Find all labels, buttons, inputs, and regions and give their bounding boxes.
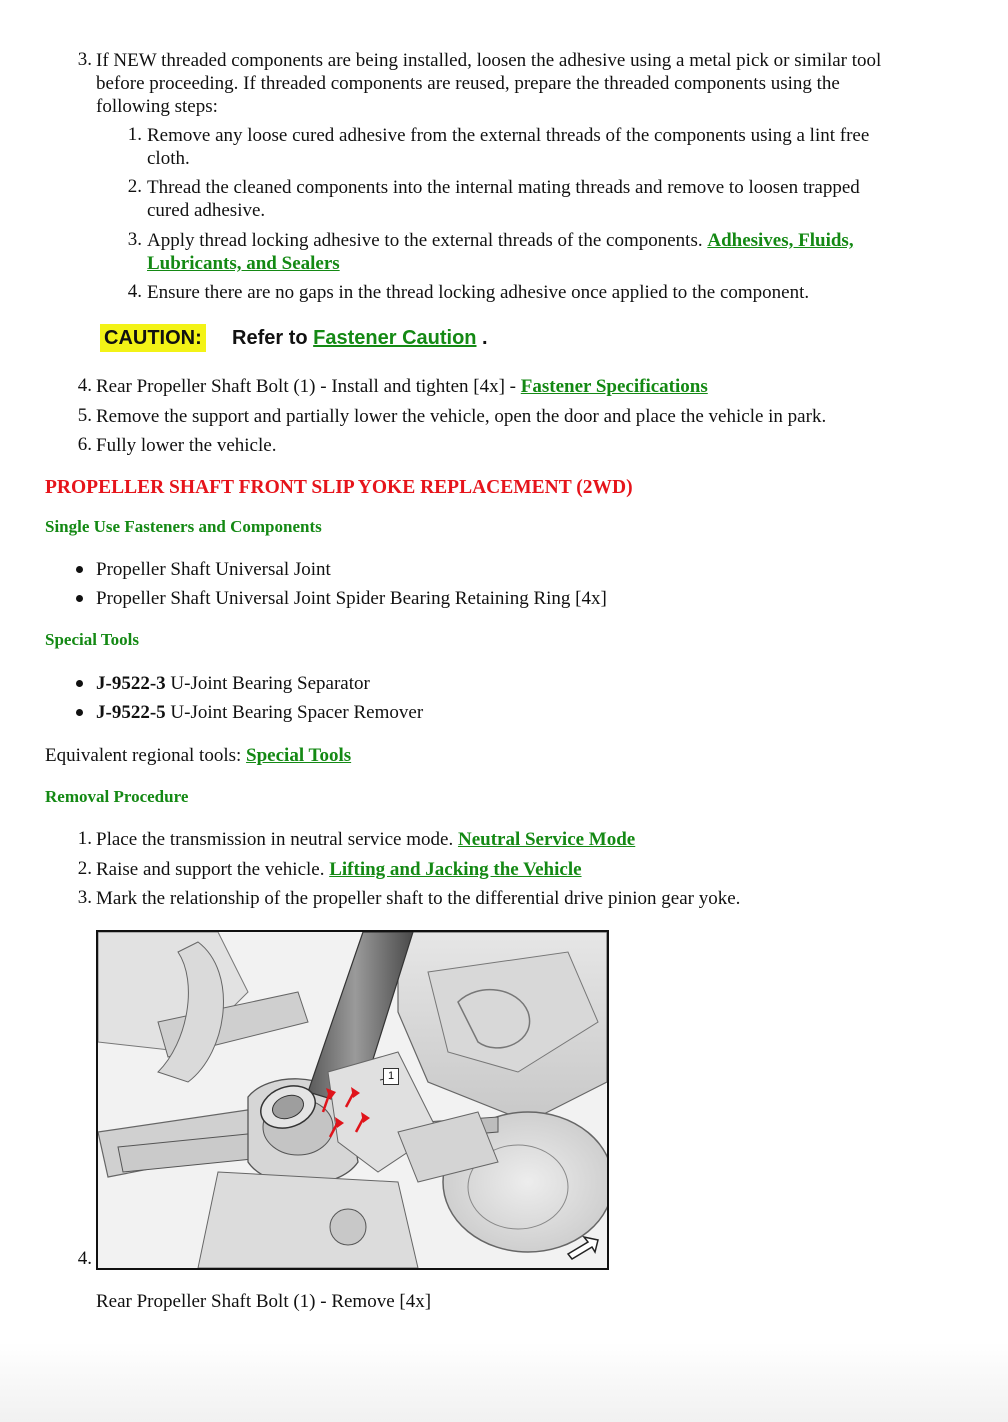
substep-text: Apply thread locking adhesive to the external threads of the components. [147,230,703,251]
substep-number: 4. [127,281,142,302]
step-number: 3. [77,49,92,70]
figure-caption: Rear Propeller Shaft Bolt (1) - Remove [4x] [96,1291,432,1312]
fastener-specifications-link[interactable]: Fastener Specifications [520,376,708,397]
step-text: before proceeding. If threaded components are reused, prepare the threaded components using the [96,73,840,94]
tool-code: J-9522-3 [96,673,166,694]
bullet-icon [74,672,86,684]
step-text: Fully lower the vehicle. [96,435,277,456]
removal-procedure-heading: Removal Procedure [45,787,189,806]
lubricants-sealers-link[interactable]: Lubricants, and Sealers [147,253,340,274]
substep-text: Remove any loose cured adhesive from the external threads of the components using a lint free [147,125,870,146]
step-text: Place the transmission in neutral service mode. [96,829,454,850]
step-number: 4. [77,1248,92,1269]
step-text-row [96,858,582,881]
substep-text: Thread the cleaned components into the internal mating threads and remove to loosen trapped [147,177,860,198]
special-tools-heading: Special Tools [45,630,140,649]
tool-code: J-9522-5 [96,702,166,723]
step-text-row [96,828,635,851]
substep-text-row [147,229,854,252]
substep-number: 1. [127,124,142,145]
neutral-service-mode-link[interactable]: Neutral Service Mode [457,829,636,850]
list-item [96,701,423,724]
tool-desc: U-Joint Bearing Spacer Remover [165,702,424,723]
illustration-graphic [98,932,607,1268]
equivalent-text: Equivalent regional tools: [45,745,242,766]
caution-suffix: . [476,327,488,349]
substep-text: Ensure there are no gaps in the thread locking adhesive once applied to the component. [147,282,810,303]
section-title: PROPELLER SHAFT FRONT SLIP YOKE REPLACEMENT (2WD) [45,477,633,498]
substep-text: cloth. [147,148,190,169]
bullet-icon [74,558,86,570]
single-use-heading: Single Use Fasteners and Components [45,517,322,536]
lifting-jacking-link[interactable]: Lifting and Jacking the Vehicle [329,859,582,880]
special-tools-link[interactable]: Special Tools [246,745,352,766]
step-text: following steps: [96,96,218,117]
tool-desc: U-Joint Bearing Separator [165,673,370,694]
step-text: Rear Propeller Shaft Bolt (1) - Install and tighten [4x] - [96,376,517,397]
substep-number: 3. [127,229,142,250]
substep-text: cured adhesive. [147,200,266,221]
fastener-caution-link[interactable]: Fastener Caution [313,327,477,349]
list-item [96,672,370,695]
bullet-icon [74,701,86,713]
substep-number: 2. [127,176,142,197]
link-continuation [147,252,340,275]
step-number: 3. [77,887,92,908]
step-number: 5. [77,405,92,426]
caution-text [232,324,488,352]
step-text: If NEW threaded components are being installed, loosen the adhesive using a metal pick or similar tool [96,50,882,71]
propeller-shaft-illustration [96,930,609,1270]
step-number: 1. [77,828,92,849]
step-text: Mark the relationship of the propeller shaft to the differential drive pinion gear yoke. [96,888,741,909]
step-number: 2. [77,858,92,879]
caution-prefix: Refer to [232,327,308,349]
step-number: 4. [77,375,92,396]
step-text: Raise and support the vehicle. [96,859,325,880]
callout-label: 1 [383,1068,399,1085]
step-text: Remove the support and partially lower the vehicle, open the door and place the vehicle in park. [96,406,827,427]
caution-notice [100,324,488,352]
list-item: Propeller Shaft Universal Joint Spider Bearing Retaining Ring [4x] [96,588,607,609]
list-item: Propeller Shaft Universal Joint [96,559,331,580]
step-text-row [96,375,708,398]
adhesives-fluids-link[interactable]: Adhesives, Fluids, [707,230,854,251]
page-bottom-shade [0,1342,1008,1422]
caution-label: CAUTION: [100,324,206,352]
step-number: 6. [77,434,92,455]
equivalent-tools-row [45,744,351,767]
bullet-icon [74,587,86,599]
